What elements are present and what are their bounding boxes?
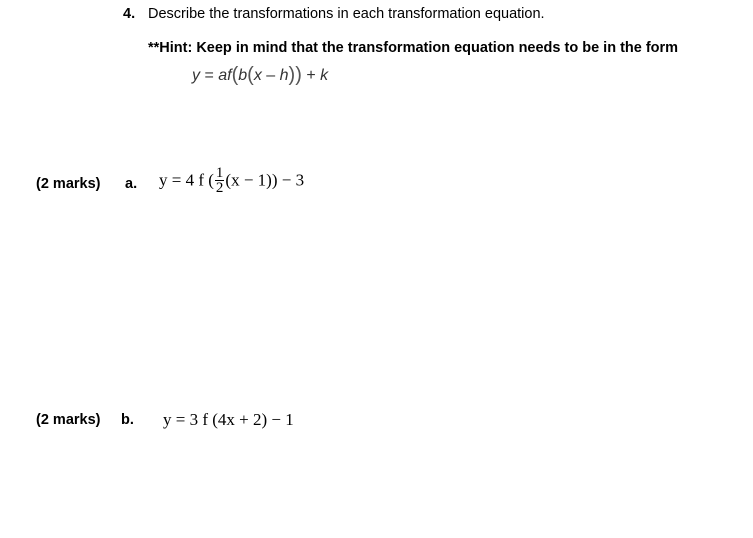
- part-a-eq-prefix: y = 4 f (: [159, 170, 214, 190]
- form-minus: –: [261, 67, 280, 84]
- part-a-frac-numerator: 1: [215, 165, 224, 181]
- part-a-eq-suffix: (x − 1)) − 3: [225, 170, 305, 190]
- part-a-equation: [159, 166, 304, 195]
- part-b-equation: y = 3 f (4x + 2) − 1: [163, 410, 294, 429]
- form-y: y: [192, 67, 200, 84]
- form-k: k: [320, 67, 329, 84]
- form-b: b: [238, 67, 248, 84]
- question-prompt: Describe the transformations in each transformation equation.: [148, 6, 545, 22]
- question-number: 4.: [123, 6, 136, 22]
- form-open-paren-2: (: [247, 64, 254, 86]
- form-a: a: [218, 67, 228, 84]
- part-b-label: b.: [121, 412, 134, 428]
- form-close-parens: )): [288, 64, 302, 86]
- form-open-paren-1: (: [231, 64, 239, 86]
- hint-text: **Hint: Keep in mind that the transformation equation needs to be in the form: [148, 40, 679, 56]
- form-h: h: [279, 67, 289, 84]
- part-a-marks: (2 marks): [36, 176, 101, 192]
- form-plus: +: [301, 67, 321, 84]
- part-a-label: a.: [125, 176, 138, 192]
- transformation-form-equation: [192, 64, 328, 87]
- form-x: x: [253, 67, 262, 84]
- form-f: f: [227, 67, 232, 84]
- form-equals: =: [200, 67, 219, 84]
- part-a-frac-denominator: 2: [215, 180, 224, 196]
- part-a-fraction: [215, 166, 225, 195]
- part-b-marks: (2 marks): [36, 412, 101, 428]
